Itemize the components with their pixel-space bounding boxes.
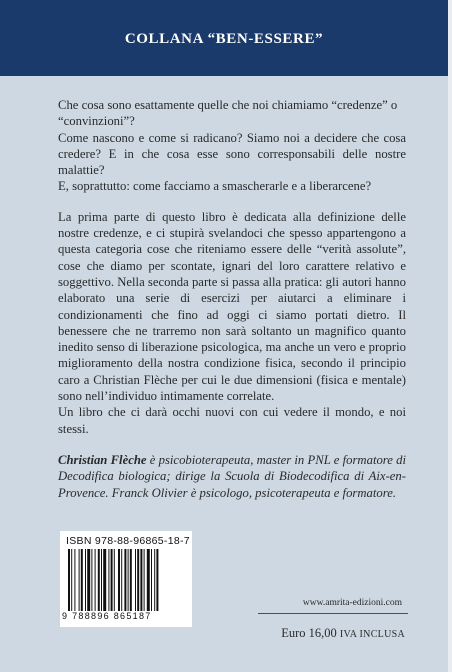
description-paragraph: Un libro che ci darà occhi nuovi con cui vedere il mondo, e noi stessi. [58,405,406,436]
intro-question: Come nascono e come si radicano? Siamo noi a decidere che cosa credere? E in che cosa esse sono corresponsabili delle nostre malattie? [58,130,406,178]
author-bio [58,452,406,501]
publisher-website: www.amrita-edizioni.com [302,598,402,608]
isbn: ISBN 978-88-96865-18-7 [66,535,190,547]
price-amount: Euro 16,00 [281,626,340,640]
author-bio-text: è psicobioterapeuta, master in PNL e formatore di Decodifica biologica; dirige la Scuola di Biodecodifica di Aix-en-Provence. Franck Olivier è psicologo, psicoterapeuta e formatore. [58,452,406,500]
barcode-box [60,531,192,627]
barcode-icon [68,549,186,611]
footer-divider [258,613,408,614]
barcode-digits: 9 788896 865187 [62,611,152,621]
author-name: Christian Flèche [58,452,147,467]
price-vat-note: IVA INCLUSA [339,629,405,640]
back-cover-text [58,97,406,501]
series-title: COLLANA “BEN-ESSERE” [124,31,324,47]
description-paragraph: La prima parte di questo libro è dedicata alla definizione delle nostre credenze, e ci stupirà svelandoci che spesso appartengono a questa categoria cose che riteniamo essere delle “verità assolute”, cose che diamo per scontate, ignari del loro carattere relativo e soggettivo. Nella seconda parte si passa alla pratica: gli autori hanno elaborato una serie di esercizi per aiutarci a eliminare i condizionamenti che fino ad oggi ci siamo portati dietro. Il benessere che ne trarremo non sarà soltanto un magnifico quanto inedito senso di liberazione psicologica, ma anche un vero e proprio miglioramento della nostra condizione fisica, secondo il principio caro a Christian Flèche per cui le due dimensioni (fisica e mentale) sono nell’individuo intimamente correlate. [58,209,406,404]
price [255,626,405,641]
intro-question: E, soprattutto: come facciamo a smascherarle e a liberarcene? [58,179,372,194]
intro-question: Che cosa sono esattamente quelle che noi chiamiamo “credenze” o “convinzioni”? [58,98,398,129]
